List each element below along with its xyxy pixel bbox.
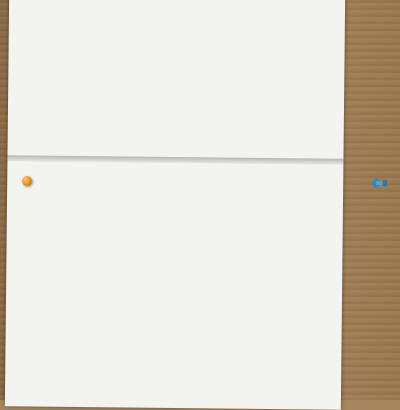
results-table-top <box>9 0 345 2</box>
results-sheet <box>5 0 345 410</box>
sheet-fold-gap <box>7 155 343 165</box>
pushpin-blue-icon <box>371 176 391 190</box>
pushpin-orange-icon <box>22 176 32 186</box>
